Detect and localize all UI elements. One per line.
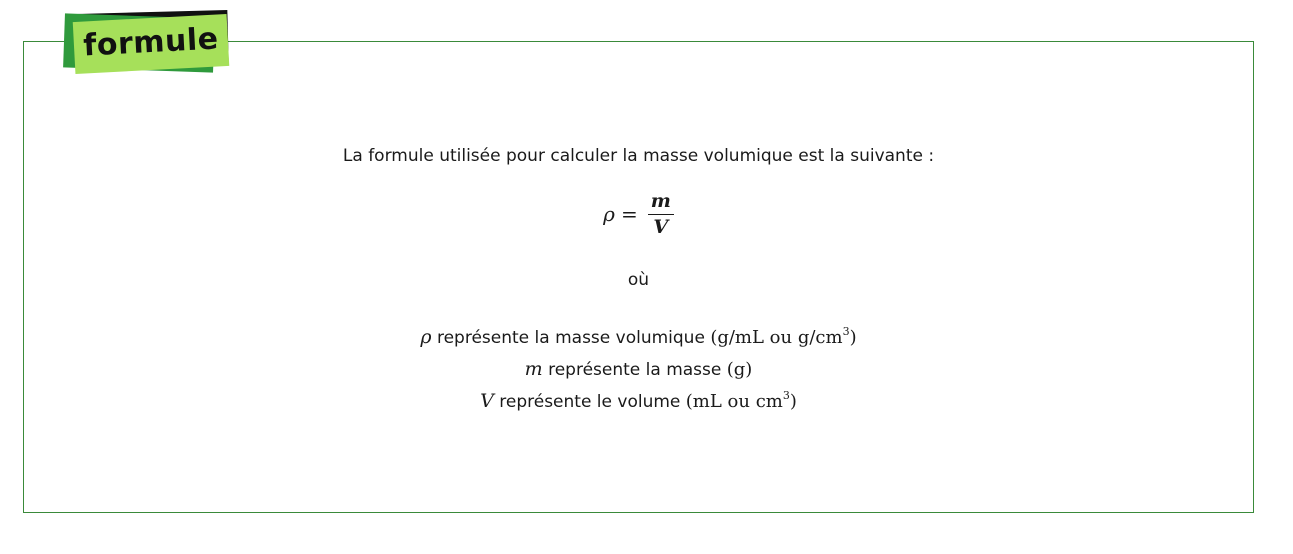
formula-lhs: ρ xyxy=(603,202,615,226)
definitions-list xyxy=(23,322,1254,418)
unit-close: ) xyxy=(849,327,857,348)
definition-symbol: ρ xyxy=(420,326,432,348)
definition-unit xyxy=(710,327,856,348)
formula-equals: = xyxy=(620,202,638,226)
connector-text: où xyxy=(627,270,650,290)
density-formula xyxy=(23,190,1254,246)
definition-rho xyxy=(23,322,1254,354)
unit-close: ) xyxy=(789,391,797,412)
unit-open: (mL ou cm xyxy=(685,391,783,412)
formula-denominator: V xyxy=(653,216,669,238)
definition-v xyxy=(23,386,1254,418)
section-tag xyxy=(62,10,234,76)
definition-m xyxy=(23,354,1254,386)
definition-text: représente le volume xyxy=(493,392,686,412)
definition-text: représente la masse volumique xyxy=(431,328,711,348)
definition-unit xyxy=(727,359,753,380)
unit-open: (g/mL ou g/cm xyxy=(710,327,843,348)
definition-symbol: m xyxy=(524,358,543,380)
intro-text: La formule utilisée pour calculer la masse volumique est la suivante : xyxy=(342,146,935,166)
formula-fraction xyxy=(648,190,674,238)
definition-symbol: V xyxy=(480,390,494,412)
unit-open: (g) xyxy=(726,359,753,380)
unit-exponent: 3 xyxy=(842,325,850,338)
unit-exponent: 3 xyxy=(782,389,790,402)
definition-unit xyxy=(686,391,797,412)
definition-text: représente la masse xyxy=(542,360,727,380)
tag-label: formule xyxy=(82,21,220,64)
formula-numerator: m xyxy=(648,190,674,215)
